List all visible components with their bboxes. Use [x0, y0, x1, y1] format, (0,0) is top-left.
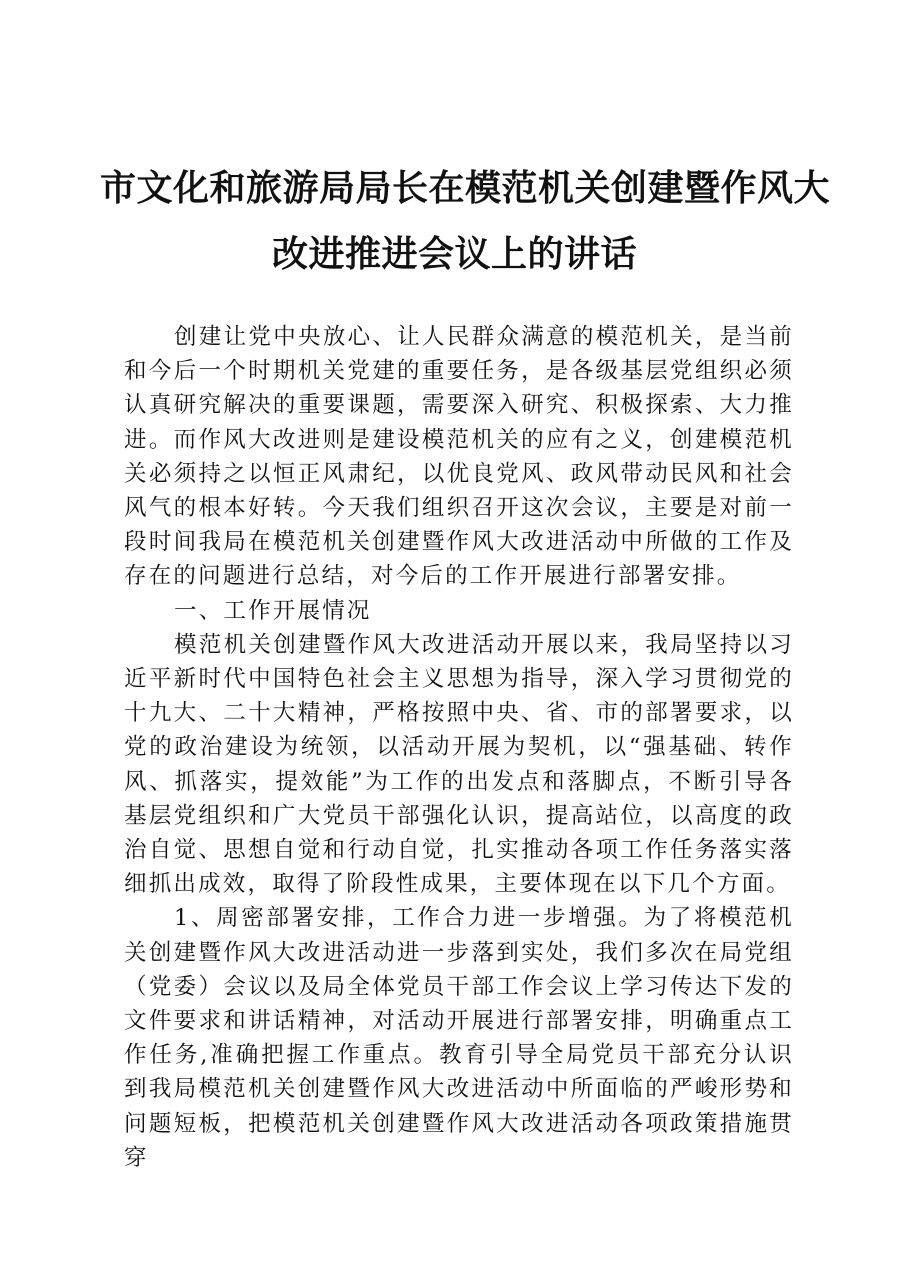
paragraph-work-overview: 模范机关创建暨作风大改进活动开展以来，我局坚持以习近平新时代中国特色社会主义思想为指导，深入学习贯彻党的十九大、二十大精神，严格按照中央、省、市的部署要求，以党的政治建设为统领，以活动开展为契机，以“强基础、转作风、抓落实，提效能”为工作的出发点和落脚点，不断引导各基层党组织和广大党员干部强化认识，提高站位，以高度的政治自觉、思想自觉和行动自觉，扎实推动各项工作任务落实落细抓出成效，取得了阶段性成果，主要体现在以下几个方面。	[124, 631, 794, 898]
document-title	[100, 155, 831, 287]
paragraph-intro: 创建让党中央放心、让人民群众满意的模范机关，是当前和今后一个时期机关党建的重要任务，是各级基层党组织必须认真研究解决的重要课题，需要深入研究、积极探索、大力推进。而作风大改进则是建设模范机关的应有之义，创建模范机关必须持之以恒正风肃纪，以优良党风、政风带动民风和社会风气的根本好转。今天我们组织召开这次会议，主要是对前一段时间我局在模范机关创建暨作风大改进活动中所做的工作及存在的问题进行总结，对今后的工作开展进行部署安排。	[124, 324, 794, 590]
title-line-1: 市文化和旅游局局长在模范机关创建暨作风大	[100, 167, 831, 209]
section-heading-1: 一、工作开展情况	[174, 597, 372, 624]
document-body	[124, 320, 794, 1175]
paragraph-item-1: 1、周密部署安排，工作合力进一步增强。为了将模范机关创建暨作风大改进活动进一步落到实处，我们多次在局党组（党委）会议以及局全体党员干部工作会议上学习传达下发的文件要求和讲话精神，对活动开展进行部署安排，明确重点工作任务,准确把握工作重点。教育引导全局党员干部充分认识到我局模范机关创建暨作风大改进活动中所面临的严峻形势和问题短板，把模范机关创建暨作风大改进活动各项政策措施贯穿	[124, 905, 794, 1171]
title-line-2: 改进推进会议上的讲话	[271, 233, 637, 275]
